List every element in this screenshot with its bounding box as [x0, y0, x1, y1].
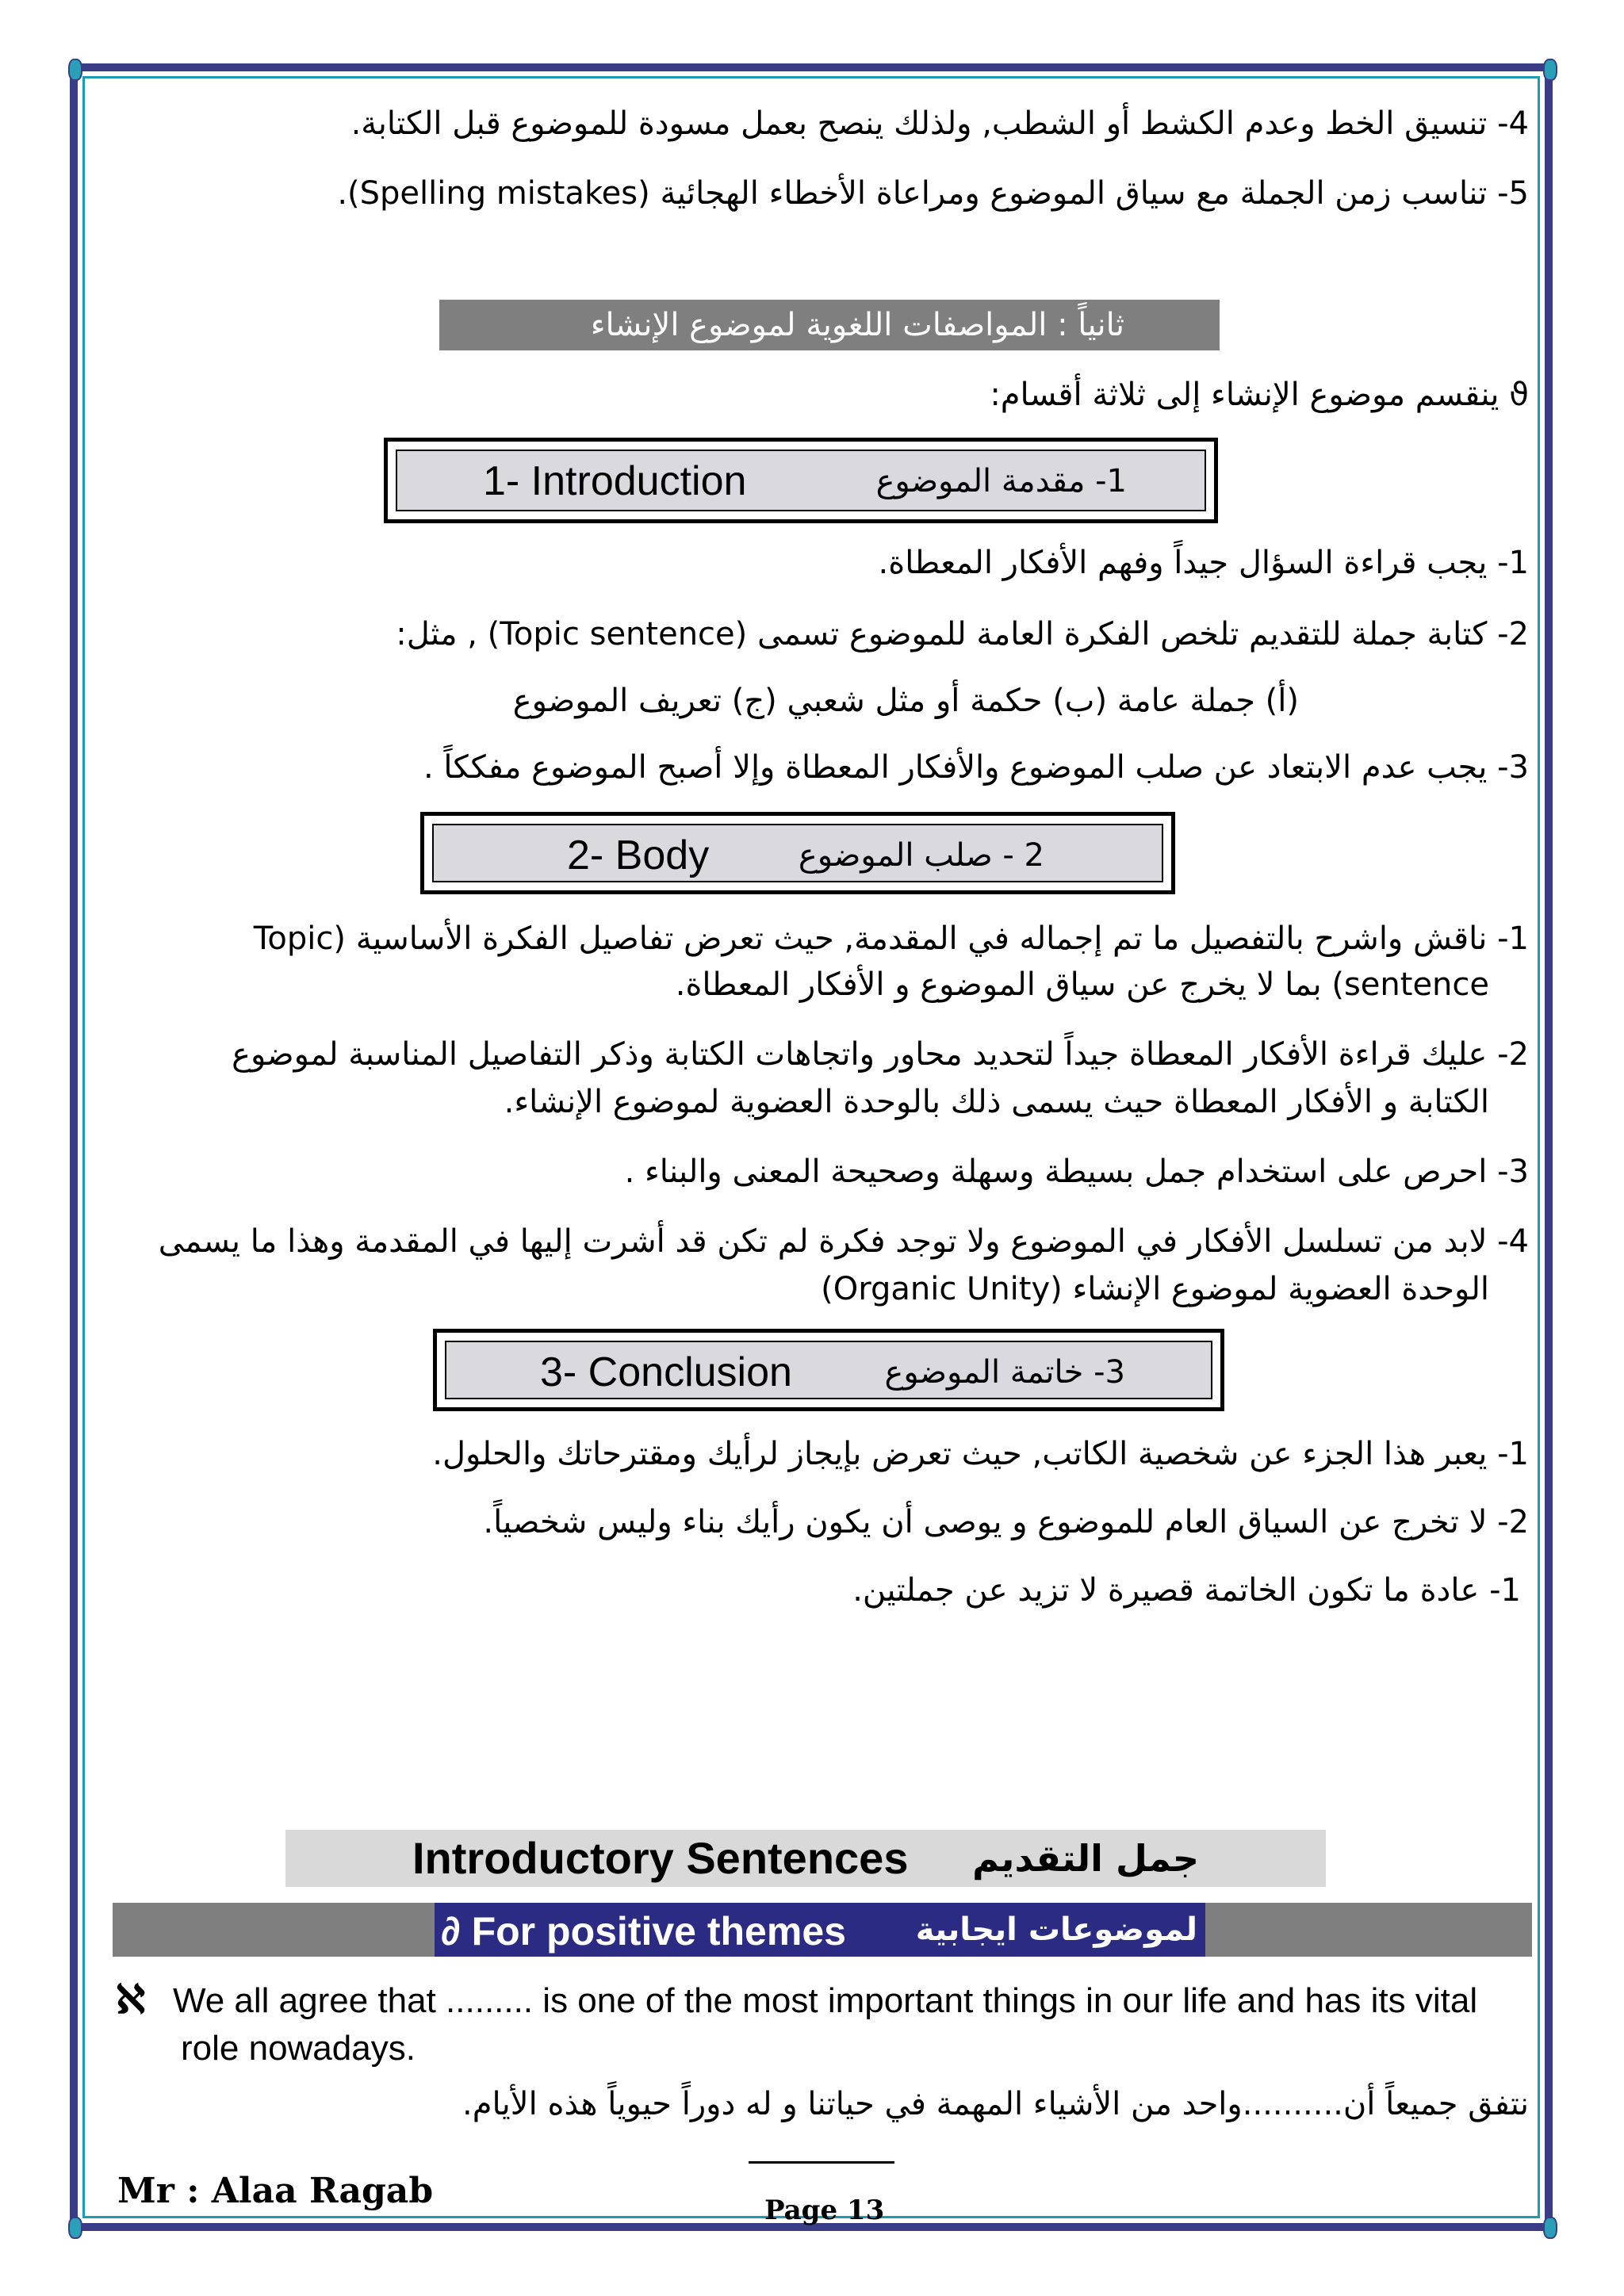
conclusion-box — [433, 1329, 1224, 1411]
conclusion-point: 2- لا تخرج عن السياق العام للموضوع و يوصى أن يكون رأيك بناء وليس شخصياً. — [483, 1504, 1529, 1540]
body-point: 2- عليك قراءة الأفكار المعطاة جيداً لتحديد محاور واتجاهات الكتابة وذكر التفاصيل المناسبة لموضوع — [232, 1036, 1529, 1073]
aleph-bullet-icon: ℵ — [116, 1977, 146, 2022]
positive-themes-ar: لموضوعات ايجابية — [915, 1911, 1197, 1948]
introduction-en: 1- Introduction — [483, 458, 747, 504]
corner-ornament — [68, 2217, 82, 2239]
introductory-heading-bar — [285, 1830, 1326, 1887]
corner-ornament — [1543, 2217, 1557, 2239]
writing-tip-5: 5- تناسب زمن الجملة مع سياق الموضوع ومراعاة الأخطاء الهجائية (Spelling mistakes). — [337, 175, 1529, 212]
writing-tip-4: 4- تنسيق الخط وعدم الكشط أو الشطب, ولذلك ينصح بعمل مسودة للموضوع قبل الكتابة. — [350, 105, 1529, 142]
section-title-bar — [439, 300, 1220, 350]
body-point: sentence) بما لا يخرج عن سياق الموضوع و الأفكار المعطاة. — [675, 966, 1489, 1003]
body-point: 3- احرص على استخدام جمل بسيطة وسهلة وصحيحة المعنى والبناء . — [624, 1154, 1529, 1190]
positive-themes-label — [435, 1903, 1205, 1957]
introduction-box — [384, 438, 1218, 523]
body-ar: 2 - صلب الموضوع — [798, 837, 1044, 874]
intro-point: (أ) جملة عامة (ب) حكمة أو مثل شعبي (ج) تعريف الموضوع — [512, 683, 1299, 719]
footer-rule — [749, 2161, 894, 2164]
introductory-heading-ar: جمل التقديم — [972, 1837, 1199, 1880]
example-en-line1: We all agree that ......... is one of the most important things in our life and has its vital — [173, 1981, 1478, 2020]
intro-point: 1- يجب قراءة السؤال جيداً وفهم الأفكار المعطاة. — [878, 545, 1529, 581]
intro-point: 2- كتابة جملة للتقديم تلخص الفكرة العامة للموضوع تسمى (Topic sentence) , مثل: — [396, 616, 1529, 652]
conclusion-ar: 3- خاتمة الموضوع — [884, 1354, 1125, 1391]
conclusion-en: 3- Conclusion — [540, 1349, 792, 1395]
body-point: 4- لابد من تسلسل الأفكار في الموضوع ولا توجد فكرة لم تكن قد أشرت إليها في المقدمة وهذا ما يسمى — [158, 1223, 1529, 1260]
conclusion-point: 1- عادة ما تكون الخاتمة قصيرة لا تزيد عن جملتين. — [852, 1572, 1521, 1609]
introductory-heading-en: Introductory Sentences — [412, 1833, 909, 1883]
body-box — [420, 812, 1175, 894]
example-en-line2: role nowadays. — [181, 2029, 416, 2068]
divides-line: ϑ ينقسم موضوع الإنشاء إلى ثلاثة أقسام: — [990, 377, 1529, 413]
positive-themes-en: ∂ For positive themes — [441, 1909, 846, 1954]
body-point: الكتابة و الأفكار المعطاة حيث يسمى ذلك بالوحدة العضوية لموضوع الإنشاء. — [504, 1084, 1489, 1120]
corner-ornament — [1543, 59, 1557, 81]
body-en: 2- Body — [567, 832, 710, 878]
page-number: Page 13 — [764, 2195, 885, 2226]
corner-ornament — [68, 59, 82, 81]
introduction-ar: 1- مقدمة الموضوع — [875, 463, 1127, 499]
intro-point: 3- يجب عدم الابتعاد عن صلب الموضوع والأفكار المعطاة وإلا أصبح الموضوع مفككاً . — [423, 749, 1529, 786]
body-point: الوحدة العضوية لموضوع الإنشاء (Organic Unity) — [821, 1271, 1489, 1307]
conclusion-point: 1- يعبر هذا الجزء عن شخصية الكاتب, حيث تعرض بإيجاز لرأيك ومقترحاتك والحلول. — [432, 1436, 1529, 1472]
example-ar: نتفق جميعاً أن..........واحد من الأشياء المهمة في حياتنا و له دوراً حيوياً هذه الأيام. — [462, 2086, 1529, 2122]
author-name: Mr : Alaa Ragab — [117, 2171, 434, 2211]
section-title: ثانياً : المواصفات اللغوية لموضوع الإنشاء — [590, 307, 1124, 343]
body-point: 1- ناقش واشرح بالتفصيل ما تم إجماله في المقدمة, حيث تعرض تفاصيل الفكرة الأساسية (Topic — [253, 920, 1529, 957]
